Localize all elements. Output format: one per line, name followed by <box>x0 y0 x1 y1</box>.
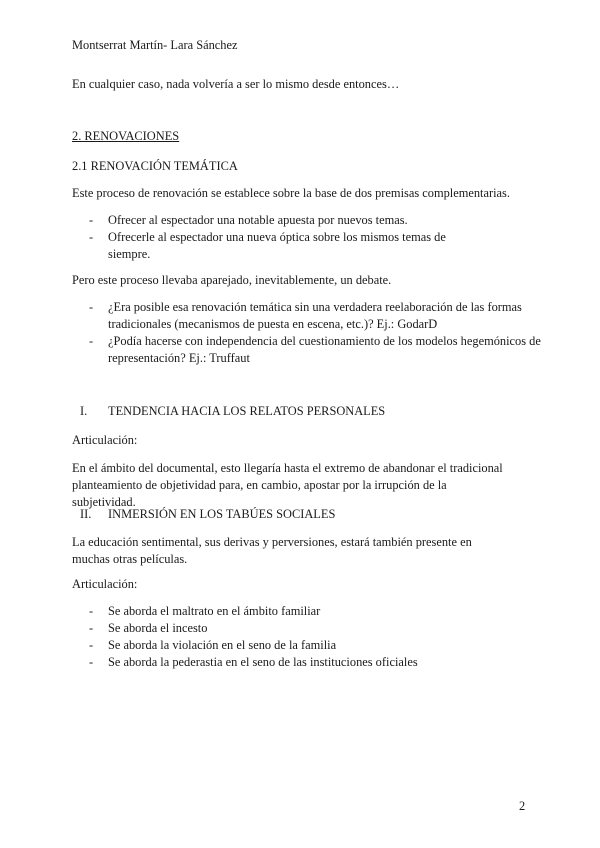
page-number: 2 <box>519 799 526 813</box>
list-item <box>72 603 472 620</box>
list-item <box>72 637 472 654</box>
debate-intro: Pero este proceso llevaba aparejado, inevitablemente, un debate. <box>72 273 392 287</box>
heading-tendency <box>80 403 520 420</box>
questions-list <box>72 299 542 367</box>
immersion-articulation-label: Articulación: <box>72 577 138 591</box>
list-item-text: Se aborda la pederastia en el seno de las instituciones oficiales <box>108 655 418 669</box>
heading-numeral: II. <box>80 507 92 521</box>
list-dash: - <box>89 213 94 227</box>
premises-list <box>72 212 452 263</box>
list-item <box>72 654 472 671</box>
list-item <box>72 229 452 263</box>
heading-immersion <box>80 506 520 523</box>
tendency-articulation-label: Articulación: <box>72 433 138 447</box>
heading-title: INMERSIÓN EN LOS TABÚES SOCIALES <box>108 507 336 521</box>
list-item <box>72 212 452 229</box>
tendency-paragraph: En el ámbito del documental, esto llegaría hasta el extremo de abandonar el tradicional planteamiento de objetividad para, en cambio, apostar por la irrupción de la subjetividad. <box>72 461 503 509</box>
list-dash: - <box>89 655 94 669</box>
heading-numeral: I. <box>80 404 88 418</box>
intro-line: En cualquier caso, nada volvería a ser lo mismo desde entonces… <box>72 77 400 91</box>
list-item <box>72 620 472 637</box>
immersion-list <box>72 603 472 671</box>
immersion-paragraph: La educación sentimental, sus derivas y perversiones, estará también presente en muchas otras películas. <box>72 535 472 566</box>
section-title: 2. RENOVACIONES <box>72 129 180 143</box>
premises-intro: Este proceso de renovación se establece sobre la base de dos premisas complementarias. <box>72 186 510 200</box>
list-item-text: ¿Era posible esa renovación temática sin una verdadera reelaboración de las formas tradicionales (mecanismos de puesta en escena, etc.)? Ej.: GodarD <box>108 300 522 331</box>
list-item-text: Se aborda el maltrato en el ámbito familiar <box>108 604 321 618</box>
page-header-author: Montserrat Martín- Lara Sánchez <box>72 38 238 52</box>
list-item <box>72 299 542 333</box>
list-item-text: Se aborda la violación en el seno de la familia <box>108 638 337 652</box>
list-dash: - <box>89 604 94 618</box>
list-dash: - <box>89 300 94 314</box>
list-item-text: Se aborda el incesto <box>108 621 208 635</box>
list-item-text: Ofrecerle al espectador una nueva óptica sobre los mismos temas de siempre. <box>108 230 446 261</box>
list-dash: - <box>89 230 94 244</box>
heading-title: TENDENCIA HACIA LOS RELATOS PERSONALES <box>108 404 386 418</box>
list-item-text: ¿Podía hacerse con independencia del cuestionamiento de los modelos hegemónicos de representación? Ej.: Truffaut <box>108 334 541 365</box>
list-dash: - <box>89 638 94 652</box>
list-dash: - <box>89 334 94 348</box>
list-item <box>72 333 542 367</box>
list-item-text: Ofrecer al espectador una notable apuesta por nuevos temas. <box>108 213 408 227</box>
list-dash: - <box>89 621 94 635</box>
subsection-title: 2.1 RENOVACIÓN TEMÁTICA <box>72 159 238 173</box>
